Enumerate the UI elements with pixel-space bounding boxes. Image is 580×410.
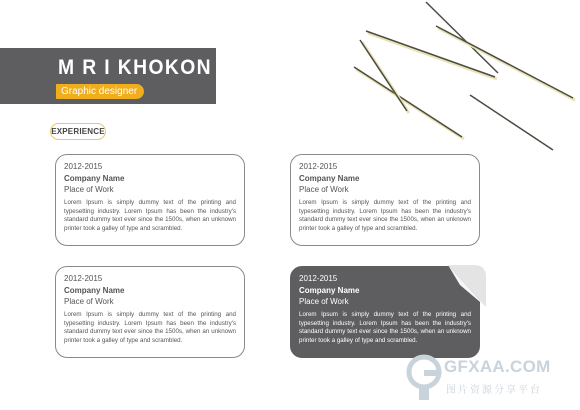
watermark-tagline: 图片资源分享平台 [446,385,542,396]
section-title: EXPERIENCE [50,123,106,140]
card-description: Lorem Ipsum is simply dummy text of the printing and typesetting industry. Lorem Ipsum has been the industry's standard dummy text ever since the 1500s, when an unknown printer took a galley of type and scrambled. [64,199,236,232]
diagonal-line [426,2,498,73]
experience-card [55,266,245,358]
card-company: Company Name [299,174,360,183]
diagonal-line [354,67,464,139]
card-description: Lorem Ipsum is simply dummy text of the printing and typesetting industry. Lorem Ipsum has been the industry's standard dummy text ever since the 1500s, when an unknown printer took a galley of type and scrambled. [299,199,471,232]
card-years: 2012-2015 [299,274,338,283]
card-place: Place of Work [64,297,114,306]
experience-card [290,154,480,246]
diagonal-line [470,95,553,150]
card-years: 2012-2015 [64,274,103,283]
card-place: Place of Work [64,185,114,194]
card-company: Company Name [64,286,125,295]
experience-card [55,154,245,246]
card-company: Company Name [299,286,360,295]
card-description: Lorem Ipsum is simply dummy text of the printing and typesetting industry. Lorem Ipsum has been the industry's standard dummy text ever since the 1500s, when an unknown printer took a galley of type and scrambled. [64,311,236,344]
card-years: 2012-2015 [64,162,103,171]
diagonal-line [366,31,497,79]
card-place: Place of Work [299,185,349,194]
watermark-brand: GFXAA.COM [444,357,551,376]
role-badge: Graphic designer [56,84,144,99]
page-curl-decoration [448,265,486,307]
person-name: M R I KHOKON [58,56,212,79]
card-place: Place of Work [299,297,349,306]
card-description: Lorem Ipsum is simply dummy text of the printing and typesetting industry. Lorem Ipsum has been the industry's standard dummy text ever since the 1500s, when an unknown printer took a galley of type and scrambled. [299,311,471,344]
card-company: Company Name [64,174,125,183]
card-years: 2012-2015 [299,162,338,171]
